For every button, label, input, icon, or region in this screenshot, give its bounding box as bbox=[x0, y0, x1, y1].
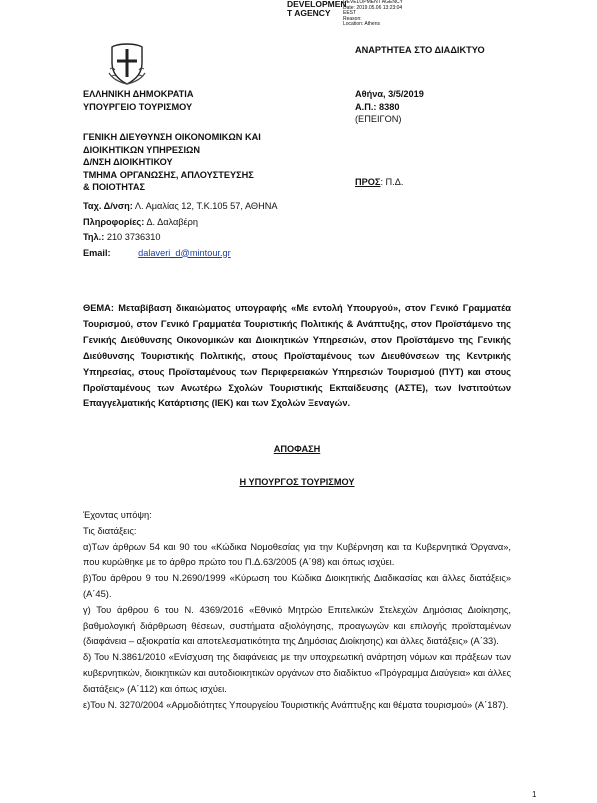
provision-item: ε)Του Ν. 3270/2004 «Αρμοδιότητες Υπουργείου Τουριστικής Ανάπτυξης και θέματα τουρισμού» (Α΄187). bbox=[83, 699, 509, 710]
contact-label: Πληροφορίες: bbox=[83, 216, 145, 227]
decision-title: ΑΠΟΦΑΣΗ bbox=[273, 444, 321, 454]
provisions-intro: Τις διατάξεις: bbox=[83, 525, 137, 536]
provision-item: α)Των άρθρων 54 και 90 του «Κώδικα Νομοθεσίας για την Κυβέρνηση και τα Κυβερνητικά Όργανα», που κυρώθηκε με το άρθρο πρώτο του Π.Δ.63/2005 (Α΄98) και όπως ισχύει. bbox=[83, 541, 511, 568]
signature-detail: EEST bbox=[343, 10, 357, 17]
greek-emblem-icon bbox=[106, 43, 148, 85]
contact-label: Τηλ.: bbox=[83, 232, 105, 242]
contact-label: Email: bbox=[83, 247, 111, 258]
signature-detail: Date: 2019.05.06 13:23:04 bbox=[343, 4, 403, 11]
signature-detail: Reason: bbox=[343, 15, 362, 22]
subject-text: Μεταβίβαση δικαιώματος υπογραφής «Με εντολή Υπουργού», στον Γενικό Γραμματέα Τουρισμού, στον Γενικό Γραμματέα Τουριστικής Πολιτικής & Ανάπτυξης, στον Προϊστάμενο της Γενικής Διεύθυνσης Οικονομικών και Διοικητικών Υπηρεσιών, στον Προϊστάμενο της Γενικής Διεύθυνσης Τουριστικής Πολιτικής, στους Προϊσταμένους των Διευθύνσεων της Κεντρικής Υπηρεσίας, στους Προϊσταμένους των Περιφερειακών Υπηρεσιών Τουρισμού (ΠΥΤ) και στους Προϊσταμένους των Ανωτέρω Σχολών Τουριστικής Εκπαίδευσης (ΑΣΤΕ), των Ινστιτούτων Επαγγελματικής Κατάρτισης (ΙΕΚ) και των Σχολών Ξεναγών. bbox=[83, 303, 511, 409]
unit-line: ΔΙΟΙΚΗΤΙΚΩΝ ΥΠΗΡΕΣΙΩΝ bbox=[83, 144, 201, 155]
contact-value: Λ. Αμαλίας 12, Τ.Κ.105 57, ΑΘΗΝΑ bbox=[134, 201, 278, 211]
unit-line: ΓΕΝΙΚΗ ΔΙΕΥΘΥΝΣΗ ΟΙΚΟΝΟΜΙΚΩΝ ΚΑΙ bbox=[83, 132, 261, 142]
signature-name-line: DEVELOPMEN bbox=[287, 0, 347, 9]
document-date: Αθήνα, 3/5/2019 bbox=[355, 89, 424, 99]
contact-phone bbox=[83, 230, 277, 246]
recipient-value: : Π.Δ. bbox=[380, 177, 404, 187]
ministry-name: ΥΠΟΥΡΓΕΙΟ ΤΟΥΡΙΣΜΟΥ bbox=[83, 101, 193, 112]
contact-value: 210 3736310 bbox=[106, 232, 161, 242]
considering-line: Έχοντας υπόψη: bbox=[83, 510, 152, 520]
provision-item: γ) Του άρθρου 6 του Ν. 4369/2016 «Εθνικό Μητρώο Επιτελικών Στελεχών Δημόσιας Διοίκησης, βαθμολογική διάρθρωση θέσεων, συστήματα αξιολόγησης, προαγωγών και επιλογής προϊσταμένων (διαφάνεια – αξιοκρατία και αποτελεσματικότητα της Δημόσιας Διοίκησης) και άλλες διατάξεις» (Α΄33). bbox=[83, 604, 511, 647]
signature-detail: DEVELOPMENT AGENCY bbox=[343, 0, 403, 5]
minister-title: Η ΥΠΟΥΡΓΟΣ ΤΟΥΡΙΣΜΟΥ bbox=[239, 477, 355, 487]
contact-value: Δ. Δαλαβέρη bbox=[146, 216, 198, 227]
republic-name: ΕΛΛΗΝΙΚΗ ΔΗΜΟΚΡΑΤΙΑ bbox=[83, 89, 194, 99]
subject bbox=[83, 301, 511, 412]
signature-name bbox=[287, 0, 347, 18]
issuer-header bbox=[83, 88, 193, 113]
provision-item: δ) Του Ν.3861/2010 «Ενίσχυση της διαφάνειας με την υποχρεωτική ανάρτηση νόμων και πράξεων των κυβερνητικών, διοικητικών και αυτοδιοικητικών οργάνων στο διαδίκτυο «Πρόγραμμα Διαύγεια» και άλλες διατάξεις» (Α΄112) και όπως ισχύει. bbox=[83, 652, 511, 694]
signature-name-line: T AGENCY bbox=[287, 8, 331, 18]
signature-detail: Location: Athens bbox=[343, 21, 380, 28]
contact-email bbox=[83, 246, 277, 262]
unit-line: & ΠΟΙΟΤΗΤΑΣ bbox=[83, 182, 145, 192]
contact-block bbox=[83, 199, 277, 261]
posting-notice: ΑΝΑΡΤΗΤΕΑ ΣΤΟ ΔΙΑΔΙΚΤΥΟ bbox=[355, 45, 485, 55]
recipient-label: ΠΡΟΣ bbox=[355, 177, 381, 187]
provision-item: β)Του άρθρου 9 του Ν.2690/1999 «Κύρωση του Κώδικα Διοικητικής Διαδικασίας και άλλες διατάξεις» (Α΄45). bbox=[83, 573, 511, 599]
recipient bbox=[355, 176, 403, 189]
document-body bbox=[83, 508, 511, 713]
protocol-number: Α.Π.: 8380 bbox=[355, 101, 400, 112]
unit-line: ΤΜΗΜΑ ΟΡΓΑΝΩΣΗΣ, ΑΠΛΟΥΣΤΕΥΣΗΣ bbox=[83, 169, 254, 180]
unit-line: Δ/ΝΣΗ ΔΙΟΙΚΗΤΙΚΟΥ bbox=[83, 157, 173, 167]
contact-address bbox=[83, 199, 277, 215]
subject-label: ΘΕΜΑ: bbox=[83, 303, 114, 313]
document-meta bbox=[355, 88, 424, 126]
urgency-note: (ΕΠΕΙΓΟΝ) bbox=[355, 114, 402, 124]
signature-details bbox=[343, 0, 423, 28]
email-link[interactable]: dalaveri_d@mintour.gr bbox=[138, 247, 231, 258]
page-number: 1 bbox=[532, 790, 537, 799]
contact-info bbox=[83, 215, 277, 231]
issuer-unit bbox=[83, 131, 261, 194]
contact-label: Ταχ. Δ/νση: bbox=[83, 201, 133, 211]
